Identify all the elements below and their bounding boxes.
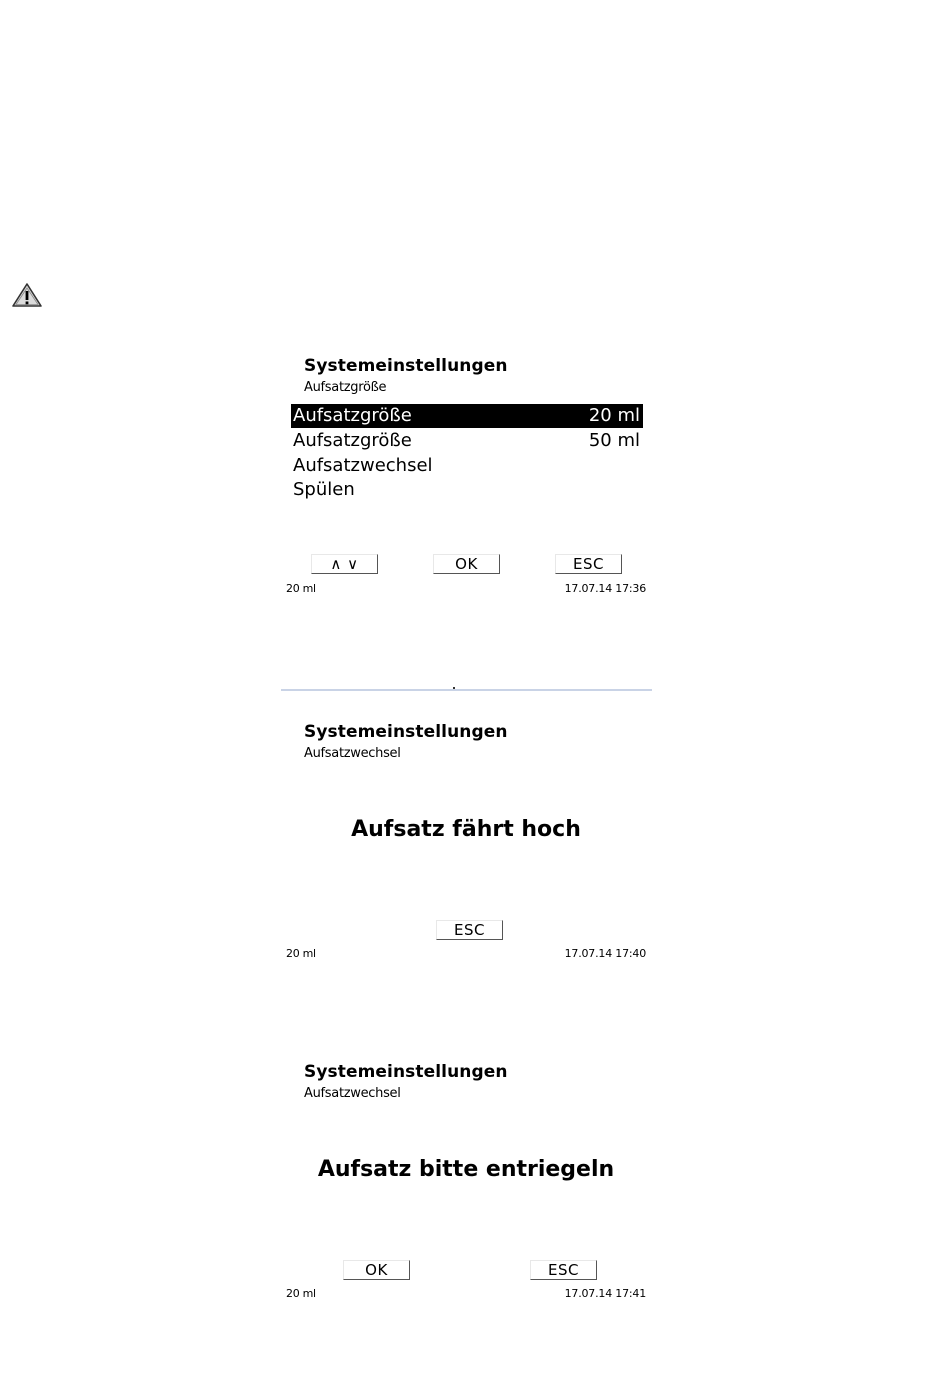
esc-button[interactable]: ESC bbox=[436, 920, 503, 940]
menu-item-spuelen[interactable] bbox=[291, 478, 643, 502]
screen-subtitle: Aufsatzgröße bbox=[304, 380, 387, 395]
status-datetime: 17.07.14 17:41 bbox=[564, 1287, 646, 1300]
screen-aufsatzwechsel-entriegeln bbox=[280, 1058, 652, 1306]
menu-item-value: 50 ml bbox=[588, 430, 640, 451]
screen-title: Systemeinstellungen bbox=[304, 1062, 508, 1082]
warning-triangle-icon bbox=[11, 282, 43, 308]
screen-subtitle: Aufsatzwechsel bbox=[304, 746, 401, 761]
status-tip-size: 20 ml bbox=[286, 1287, 316, 1300]
status-datetime: 17.07.14 17:36 bbox=[564, 582, 646, 595]
screen-aufsatzgroesse bbox=[280, 352, 652, 600]
ok-button[interactable]: OK bbox=[433, 554, 500, 574]
status-tip-size: 20 ml bbox=[286, 582, 316, 595]
ok-button[interactable]: OK bbox=[343, 1260, 410, 1280]
status-message: Aufsatz bitte entriegeln bbox=[317, 1157, 615, 1182]
screen-title: Systemeinstellungen bbox=[304, 356, 508, 376]
menu-item-value: 20 ml bbox=[588, 405, 640, 426]
screen-title: Systemeinstellungen bbox=[304, 722, 508, 742]
screen-aufsatzwechsel-hoch bbox=[280, 718, 652, 966]
menu-item-aufsatzgroesse-20ml[interactable] bbox=[291, 404, 643, 428]
esc-button[interactable]: ESC bbox=[555, 554, 622, 574]
status-datetime: 17.07.14 17:40 bbox=[564, 947, 646, 960]
divider-dot bbox=[453, 687, 455, 689]
menu-item-label: Aufsatzwechsel bbox=[293, 455, 433, 476]
menu-item-label: Spülen bbox=[293, 479, 355, 500]
menu-item-aufsatzgroesse-50ml[interactable] bbox=[291, 429, 643, 453]
status-tip-size: 20 ml bbox=[286, 947, 316, 960]
menu-item-label: Aufsatzgröße bbox=[293, 430, 412, 451]
menu-item-aufsatzwechsel[interactable] bbox=[291, 454, 643, 478]
menu-item-label: Aufsatzgröße bbox=[293, 405, 412, 426]
up-down-button[interactable]: ∧ ∨ bbox=[311, 554, 378, 574]
status-message: Aufsatz fährt hoch bbox=[351, 817, 581, 842]
esc-button[interactable]: ESC bbox=[530, 1260, 597, 1280]
screen-subtitle: Aufsatzwechsel bbox=[304, 1086, 401, 1101]
divider-line bbox=[281, 689, 652, 691]
